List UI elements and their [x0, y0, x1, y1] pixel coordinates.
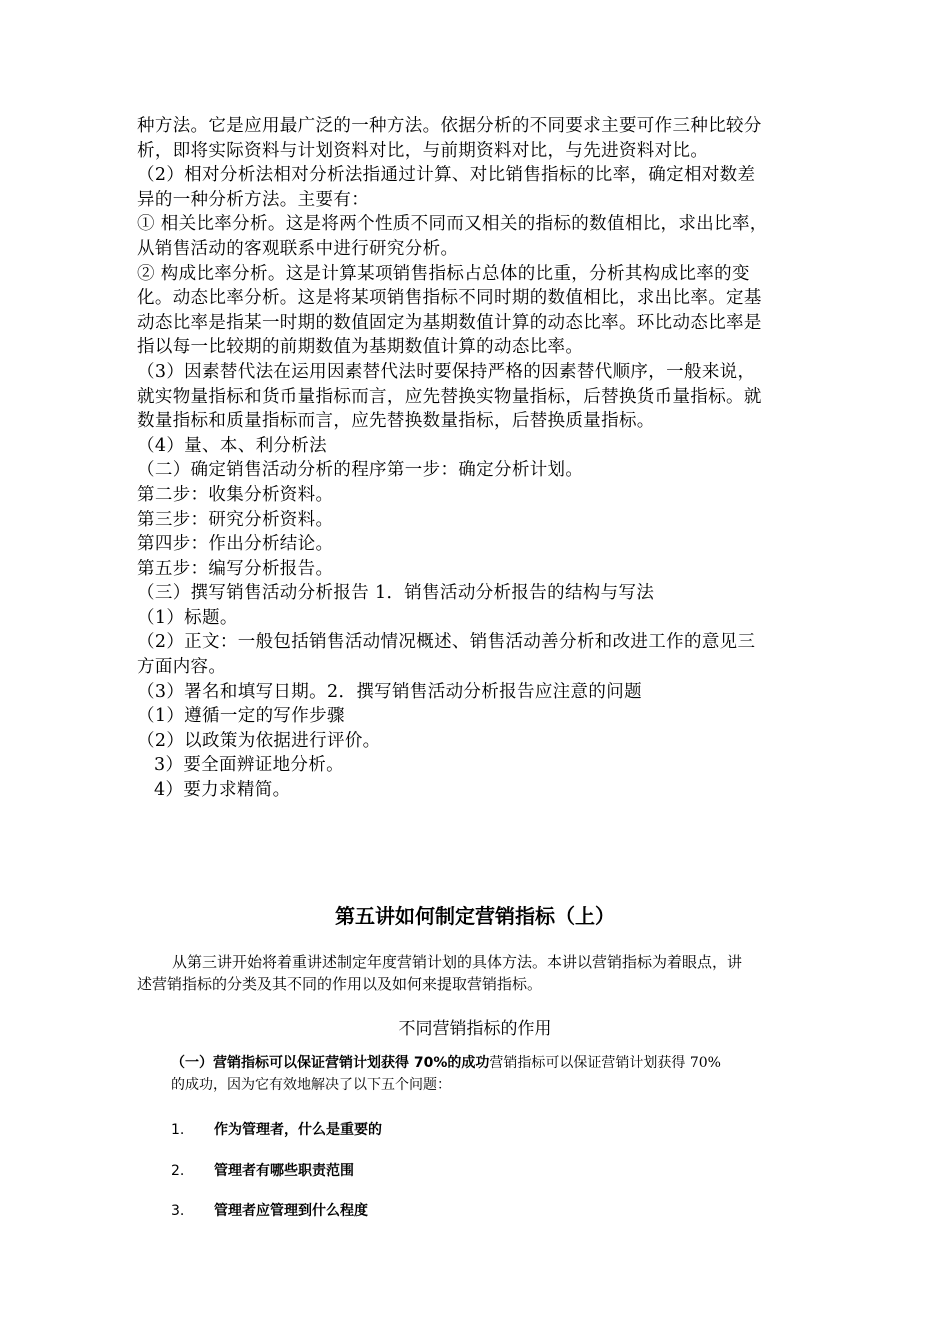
- text-line: （2）以政策为依据进行评价。: [137, 730, 381, 751]
- section-1-text: 营销指标可以保证营销计划获得 70%: [489, 1055, 721, 1071]
- text-line: （三）撰写销售活动分析报告 1．销售活动分析报告的结构与写法: [137, 583, 655, 604]
- text-line: （二）确定销售活动分析的程序第一步：确定分析计划。: [137, 460, 584, 481]
- body-text-block: [137, 114, 827, 803]
- text-line: 第二步：收集分析资料。: [137, 484, 334, 505]
- item-number: 2.: [171, 1163, 185, 1179]
- section-1-heading: （一）营销指标可以保证营销计划获得 70%的成功: [171, 1055, 490, 1071]
- numbered-item: [171, 1200, 368, 1220]
- text-line: ② 构成比率分析。这是计算某项销售指标占总体的比重，分析其构成比率的变: [137, 263, 750, 284]
- intro-line-1: 从第三讲开始将着重讲述制定年度营销计划的具体方法。本讲以营销指标为着眼点，讲: [172, 953, 743, 971]
- item-text: 管理者应管理到什么程度: [214, 1203, 368, 1219]
- text-line: 就实物量指标和货币量指标而言，应先替换实物量指标，后替换货币量指标。就: [137, 386, 762, 407]
- numbered-item: [171, 1119, 382, 1139]
- text-line: （2）相对分析法相对分析法指通过计算、对比销售指标的比率，确定相对数差: [137, 165, 756, 186]
- text-line: 从销售活动的客观联系中进行研究分析。: [137, 238, 459, 259]
- text-line: 第五步：编写分析报告。: [137, 558, 334, 579]
- text-line: 指以每一比较期的前期数值为基期数值计算的动态比率。: [137, 337, 584, 358]
- text-line: （1）遵循一定的写作步骤: [137, 706, 345, 727]
- text-line: （2）正文：一般包括销售活动情况概述、销售活动善分析和改进工作的意见三: [137, 632, 756, 653]
- item-text: 管理者有哪些职责范围: [214, 1163, 354, 1179]
- text-line: 第四步：作出分析结论。: [137, 534, 334, 555]
- item-number: 1.: [171, 1122, 185, 1138]
- section-1-paragraph: [171, 1052, 831, 1096]
- text-line: （4）量、本、利分析法: [137, 435, 327, 456]
- text-line: （3）署名和填写日期。2．撰写销售活动分析报告应注意的问题: [137, 681, 642, 702]
- intro-line-2: 述营销指标的分类及其不同的作用以及如何来提取营销指标。: [137, 975, 543, 993]
- text-line: ① 相关比率分析。这是将两个性质不同而又相关的指标的数值相比，求出比率，: [137, 214, 768, 235]
- text-line: 数量指标和质量指标而言，应先替换数量指标，后替换质量指标。: [137, 411, 655, 432]
- section-1-line-2: 的成功，因为它有效地解决了以下五个问题：: [171, 1077, 451, 1093]
- text-line: 4）要力求精简。: [154, 780, 291, 801]
- text-line: （3）因素替代法在运用因素替代法时要保持严格的因素替代顺序，一般来说，: [137, 361, 756, 382]
- text-line: 第三步：研究分析资料。: [137, 509, 334, 530]
- text-line: 种方法。它是应用最广泛的一种方法。依据分析的不同要求主要可作三种比较分: [137, 116, 762, 136]
- text-line: 异的一种分析方法。主要有：: [137, 189, 370, 210]
- text-line: 3）要全面辨证地分析。: [154, 755, 344, 776]
- item-number: 3.: [171, 1203, 185, 1219]
- text-line: 析，即将实际资料与计划资料对比，与前期资料对比，与先进资料对比。: [137, 140, 709, 161]
- text-line: 动态比率是指某一时期的数值固定为基期数值计算的动态比率。环比动态比率是: [137, 312, 762, 333]
- numbered-item: [171, 1160, 354, 1180]
- intro-paragraph: [137, 951, 827, 995]
- item-text: 作为管理者，什么是重要的: [214, 1122, 382, 1138]
- lecture-title: 第五讲如何制定营销指标（上）: [335, 904, 615, 928]
- section-title: 不同营销指标的作用: [398, 1019, 552, 1039]
- text-line: （1）标题。: [137, 607, 238, 628]
- text-line: 化。动态比率分析。这是将某项销售指标不同时期的数值相比，求出比率。定基: [137, 288, 762, 309]
- text-line: 方面内容。: [137, 657, 227, 678]
